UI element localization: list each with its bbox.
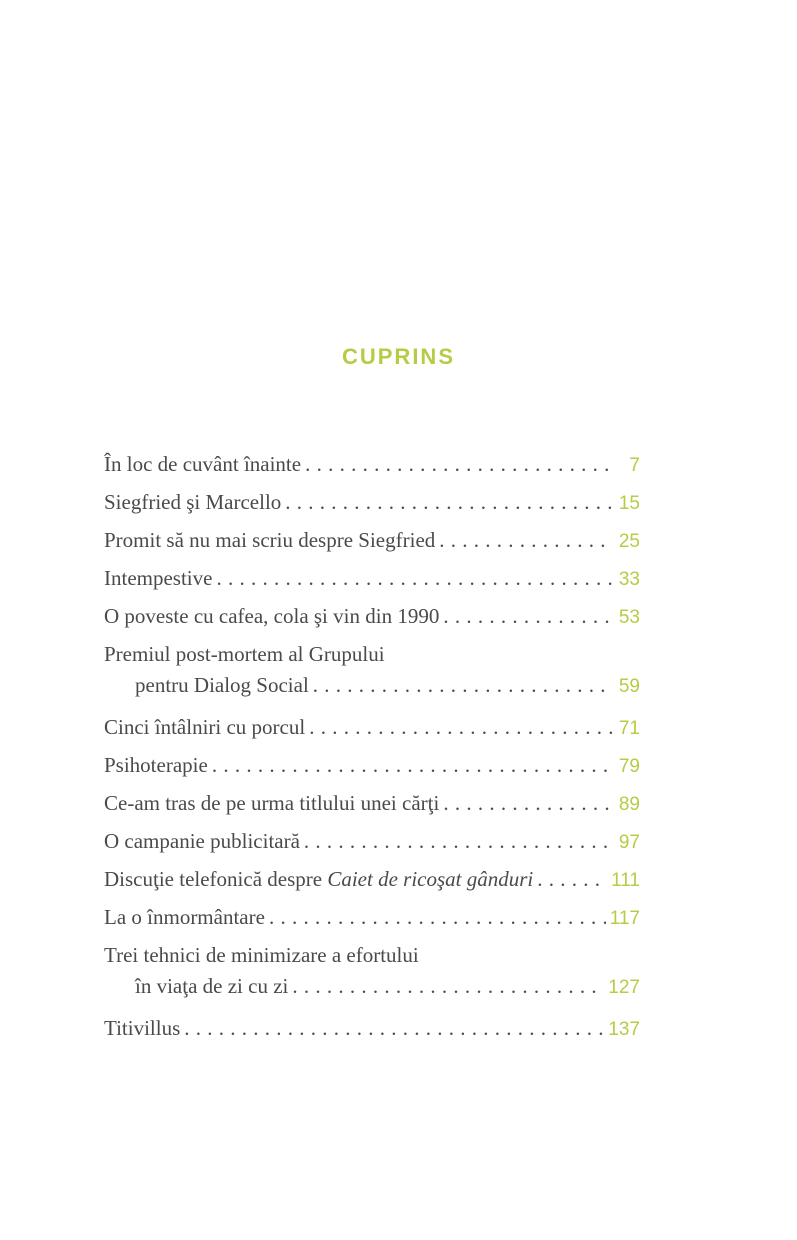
toc-entry[interactable]: [104, 636, 640, 700]
dot-leader: [313, 672, 612, 699]
dot-leader: [443, 598, 612, 634]
dot-leader: [216, 560, 612, 596]
toc-entry[interactable]: [104, 823, 640, 861]
toc-entry-title: Psihoterapie: [104, 753, 208, 777]
toc-entry-title: O poveste cu cafea, cola şi vin din 1990: [104, 604, 440, 628]
toc-entry-title: Trei tehnici de minimizare a efortului: [104, 943, 419, 967]
toc-entry[interactable]: [104, 598, 640, 636]
toc-entry[interactable]: [104, 785, 640, 823]
toc-entry-title: Cinci întâlniri cu porcul: [104, 715, 306, 739]
dot-leader: [285, 484, 612, 520]
dot-leader: [184, 1010, 604, 1046]
toc-entry[interactable]: [104, 899, 640, 937]
page-title: CUPRINS: [341, 344, 455, 369]
toc-entry-title: Intempestive: [104, 566, 213, 590]
dot-leader: [212, 747, 612, 783]
toc-entry-title: Siegfried şi Marcello: [104, 490, 282, 514]
toc-entry-title: Promit să nu mai scriu despre Siegfried: [104, 528, 436, 552]
toc-entry-page: 7: [629, 455, 640, 476]
toc-entry-page: 111: [611, 870, 640, 891]
toc-entry[interactable]: [104, 484, 640, 522]
table-of-contents: [104, 446, 640, 1048]
toc-entry-page: 79: [618, 756, 640, 777]
toc-entry-title: Titivillus: [104, 1016, 181, 1040]
toc-entry[interactable]: [104, 937, 640, 1001]
dot-leader: [439, 522, 612, 558]
dot-leader: [292, 973, 604, 1000]
toc-entry-title: Premiul post-mortem al Grupului: [104, 642, 385, 666]
toc-entry[interactable]: [104, 522, 640, 560]
toc-entry-page: 71: [618, 718, 640, 739]
dot-leader: [537, 861, 607, 897]
toc-entry-title-continued: pentru Dialog Social: [135, 673, 309, 697]
toc-entry[interactable]: [104, 709, 640, 747]
toc-entry-title: La o înmormântare: [104, 905, 265, 929]
toc-entry[interactable]: [104, 446, 640, 484]
toc-entry-page: 137: [608, 1019, 640, 1040]
toc-entry[interactable]: [104, 1010, 640, 1048]
toc-entry-title-continued: în viaţa de zi cu zi: [135, 974, 289, 998]
toc-entry-page: 127: [608, 977, 640, 998]
toc-entry[interactable]: [104, 747, 640, 785]
toc-entry-page: 59: [618, 676, 640, 697]
dot-leader: [305, 446, 612, 482]
toc-entry-title: Ce-am tras de pe urma titlului unei cărţi: [104, 791, 440, 815]
dot-leader: [309, 709, 612, 745]
dot-leader: [269, 899, 606, 935]
toc-entry[interactable]: [104, 861, 640, 899]
toc-entry[interactable]: [104, 560, 640, 598]
dot-leader: [304, 823, 612, 859]
dot-leader: [443, 785, 612, 821]
toc-entry-title: O campanie publicitară: [104, 829, 300, 853]
toc-entry-page: 25: [618, 531, 640, 552]
toc-entry-page: 15: [618, 493, 640, 514]
toc-entry-title-plain: Discuţie telefonică despre: [104, 867, 328, 891]
toc-entry-page: 117: [609, 908, 640, 929]
toc-entry-page: 89: [618, 794, 640, 815]
toc-entry-page: 53: [618, 607, 640, 628]
toc-entry-title: În loc de cuvânt înainte: [104, 452, 302, 476]
toc-entry-page: 33: [618, 569, 640, 590]
toc-entry-title-italic: Caiet de ricoşat gânduri: [327, 867, 534, 891]
toc-entry-page: 97: [618, 832, 640, 853]
toc-entry-title: [104, 861, 533, 897]
